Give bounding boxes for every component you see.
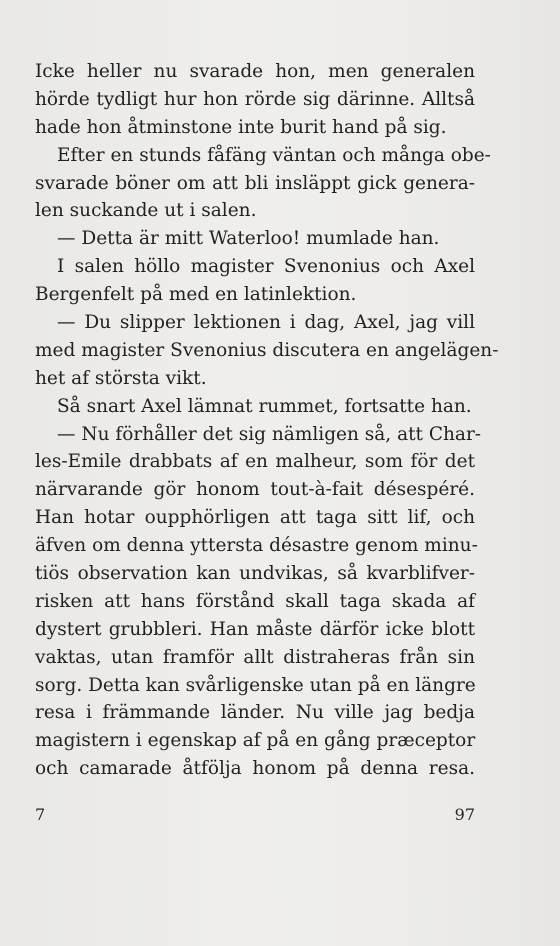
text-line: tiös observation kan undvikas, så kvarblifver- [35,563,475,585]
text-line: vaktas, utan framför allt distraheras från sin [35,646,475,668]
signature-mark: 7 [35,805,46,824]
text-line: äfven om denna yttersta désastre genom minu- [35,535,478,557]
text-line: — Detta är mitt Waterloo! mumlade han. [57,228,440,250]
page-number: 97 [454,805,475,824]
text-line: närvarande gör honom tout-à-fait désespéré. [35,479,475,501]
text-line: risken att hans förstånd skall taga skada af [35,590,475,612]
text-line: Icke heller nu svarade hon, men generalen [35,61,475,82]
text-line: resa i främmande länder. Nu ville jag bedja [35,702,475,724]
text-line: hörde tydligt hur hon rörde sig därinne. Alltså [35,88,475,110]
text-line: magistern i egenskap af på en gång præceptor [35,730,476,752]
text-line: sorg. Detta kan svårligenske utan på en längre [35,674,476,696]
text-line: I salen höllo magister Svenonius och Axel [57,256,475,278]
text-line: len suckande ut i salen. [35,200,257,222]
text-line: svarade böner om att bli insläppt gick genera- [35,172,475,194]
text-line: — Nu förhåller det sig nämligen så, att Char- [57,423,482,445]
text-line: och camarade åtfölja honom på denna resa. [35,758,475,780]
text-line: het af största vikt. [35,367,207,389]
text-line: Efter en stunds fåfäng väntan och många obe- [57,144,491,166]
body-text [35,58,499,783]
text-line: dystert grubbleri. Han måste därför icke blott [35,618,475,640]
text-line: med magister Svenonius discutera en angelägen- [35,339,499,361]
text-line: — Du slipper lektionen i dag, Axel, jag vill [57,312,475,334]
text-line: les-Emile drabbats af en malheur, som för det [35,451,475,473]
text-line: Han hotar oupphörligen att taga sitt lif, och [35,507,475,529]
text-line: Bergenfelt på med en latinlektion. [35,284,357,306]
text-line: Så snart Axel lämnat rummet, fortsatte han. [57,395,472,417]
text-line: hade hon åtminstone inte burit hand på sig. [35,116,447,138]
